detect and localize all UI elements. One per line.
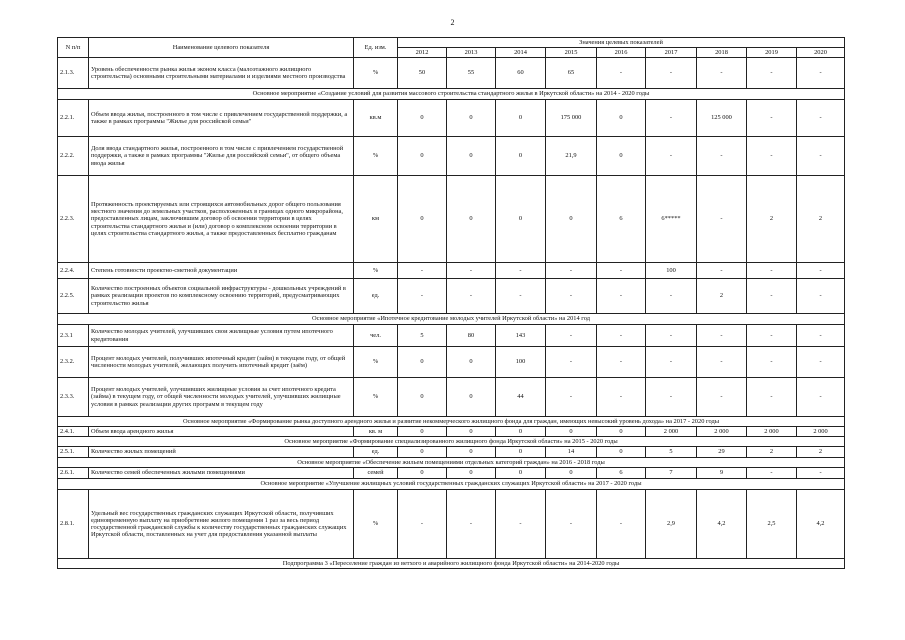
value-cell-2019: - — [747, 347, 797, 378]
value-cell-2012: - — [398, 263, 447, 279]
value-cell-2016: - — [597, 263, 646, 279]
year-header-2014: 2014 — [496, 48, 546, 58]
value-cell-2013: 0 — [447, 468, 496, 479]
value-cell-2015: 21,9 — [546, 137, 597, 176]
value-cell-2016: - — [597, 378, 646, 417]
value-cell-2019: - — [747, 279, 797, 314]
indicator-name: Процент молодых учителей, получивших ипотечный кредит (займ) в текущем году, от общей численности молодых учителей, желающих получить ипотечный кредит (заём) — [89, 347, 354, 378]
value-cell-2014: 0 — [496, 137, 546, 176]
indicator-name: Количество семей обеспеченных жилыми помещениями — [89, 468, 354, 479]
row-number: 2.4.1. — [58, 427, 89, 437]
value-cell-2015: 14 — [546, 447, 597, 458]
value-cell-2017: - — [646, 347, 697, 378]
table-row — [58, 427, 845, 437]
table-body — [58, 58, 845, 569]
value-cell-2017: 2,9 — [646, 490, 697, 559]
value-cell-2015: - — [546, 263, 597, 279]
indicator-name: Удельный вес государственных гражданских служащих Иркутской области, получивших единовременную выплату на приобретение жилого помещения 1 раз за весь период государственной гражданской службы к количеству государственных гражданских служащих Иркутской области, поставленных на учет для предоставления указанной выплаты — [89, 490, 354, 559]
table-row — [58, 58, 845, 89]
value-cell-2017: - — [646, 378, 697, 417]
value-cell-2013: 0 — [447, 427, 496, 437]
value-cell-2018: 2 000 — [697, 427, 747, 437]
table-row — [58, 378, 845, 417]
value-cell-2020: 2 000 — [797, 427, 845, 437]
value-cell-2016: - — [597, 58, 646, 89]
value-cell-2012: 0 — [398, 468, 447, 479]
value-cell-2016: 0 — [597, 447, 646, 458]
value-cell-2013: 0 — [447, 447, 496, 458]
value-cell-2016: 0 — [597, 137, 646, 176]
value-cell-2017: - — [646, 137, 697, 176]
table-row — [58, 176, 845, 263]
value-cell-2014: 0 — [496, 427, 546, 437]
value-cell-2012: 0 — [398, 347, 447, 378]
value-cell-2018: 4,2 — [697, 490, 747, 559]
col-name-header: Наименование целевого показателя — [89, 38, 354, 58]
unit-cell: чел. — [354, 325, 398, 347]
value-cell-2017: 2 000 — [646, 427, 697, 437]
value-cell-2017: 100 — [646, 263, 697, 279]
value-cell-2012: 0 — [398, 427, 447, 437]
year-header-2017: 2017 — [646, 48, 697, 58]
indicator-name: Протяженность проектируемых или строящихся автомобильных дорог общего пользования местного значения до земельных участков, расположенных в границах одного микрорайона, предоставленных лицам, заключившим договор об освоении территории в целях строительства стандартного жилья и (или) договор о комплексном освоении территории в целях строительства стандартного жилья, а также предоставленных бесплатно гражданам — [89, 176, 354, 263]
unit-cell: км — [354, 176, 398, 263]
value-cell-2014: 60 — [496, 58, 546, 89]
value-cell-2018: 9 — [697, 468, 747, 479]
value-cell-2018: - — [697, 347, 747, 378]
value-cell-2013: - — [447, 279, 496, 314]
value-cell-2014: - — [496, 279, 546, 314]
row-number: 2.5.1. — [58, 447, 89, 458]
row-number: 2.2.1. — [58, 100, 89, 137]
value-cell-2014: - — [496, 490, 546, 559]
indicator-name: Уровень обеспеченности рынка жилья эконом класса (малоэтажного жилищного строительства) основными строительными материалами и изделиями местного производства — [89, 58, 354, 89]
section-title: Подпрограмма 3 «Переселение граждан из ветхого и аварийного жилищного фонда Иркутской области» на 2014-2020 годы — [58, 559, 845, 569]
value-cell-2014: 44 — [496, 378, 546, 417]
indicator-name: Объем ввода жилья, построенного в том числе с привлечением государственной поддержки, а также в рамках программы "Жилье для российской семьи" — [89, 100, 354, 137]
col-num-header: N п/п — [58, 38, 89, 58]
value-cell-2017: - — [646, 58, 697, 89]
section-title: Основное мероприятие «Создание условий для развития массового строительства стандартного жилья в Иркутской области» на 2014 - 2020 годы — [58, 89, 845, 100]
value-cell-2019: 2,5 — [747, 490, 797, 559]
value-cell-2012: 0 — [398, 176, 447, 263]
value-cell-2019: - — [747, 58, 797, 89]
indicator-name: Количество молодых учителей, улучшивших свои жилищные условия путем ипотечного кредитования — [89, 325, 354, 347]
col-unit-header: Ед. изм. — [354, 38, 398, 58]
value-cell-2016: - — [597, 347, 646, 378]
row-number: 2.6.1. — [58, 468, 89, 479]
value-cell-2014: 0 — [496, 447, 546, 458]
value-cell-2012: - — [398, 490, 447, 559]
value-cell-2020: - — [797, 347, 845, 378]
table-row — [58, 347, 845, 378]
unit-cell: % — [354, 58, 398, 89]
value-cell-2016: 0 — [597, 100, 646, 137]
page-number: 2 — [450, 18, 455, 27]
value-cell-2014: 0 — [496, 100, 546, 137]
value-cell-2020: - — [797, 468, 845, 479]
table-row — [58, 137, 845, 176]
value-cell-2020: - — [797, 325, 845, 347]
row-number: 2.8.1. — [58, 490, 89, 559]
indicator-name: Объем ввода арендного жилья — [89, 427, 354, 437]
value-cell-2017: - — [646, 100, 697, 137]
value-cell-2016: - — [597, 490, 646, 559]
unit-cell: ед. — [354, 447, 398, 458]
year-header-2013: 2013 — [447, 48, 496, 58]
value-cell-2013: 0 — [447, 176, 496, 263]
value-cell-2018: - — [697, 378, 747, 417]
year-header-2015: 2015 — [546, 48, 597, 58]
value-cell-2019: - — [747, 378, 797, 417]
row-number: 2.2.2. — [58, 137, 89, 176]
value-cell-2013: - — [447, 263, 496, 279]
value-cell-2019: 2 000 — [747, 427, 797, 437]
row-number: 2.2.5. — [58, 279, 89, 314]
header-row — [58, 38, 845, 48]
section-row — [58, 458, 845, 468]
value-cell-2019: 2 — [747, 176, 797, 263]
table-row — [58, 325, 845, 347]
indicators-table — [57, 37, 845, 569]
row-number: 2.3.1 — [58, 325, 89, 347]
indicator-name: Доля ввода стандартного жилья, построенного в том числе с привлечением государственной поддержки, а также в рамках программы "Жилье для российской семьи", от общего объема ввода жилья — [89, 137, 354, 176]
value-cell-2013: 0 — [447, 137, 496, 176]
value-cell-2020: 2 — [797, 176, 845, 263]
indicator-name: Количество построенных объектов социальной инфраструктуры - дошкольных учреждений в рамках реализации проектов по комплексному освоению территорий, предусматривающих строительство жилья — [89, 279, 354, 314]
section-title: Основное мероприятие «Формирование специализированного жилищного фонда Иркутской области» на 2015 - 2020 годы — [58, 437, 845, 447]
value-cell-2018: - — [697, 58, 747, 89]
unit-cell: семей — [354, 468, 398, 479]
value-cell-2019: - — [747, 263, 797, 279]
value-cell-2019: - — [747, 100, 797, 137]
value-cell-2013: 55 — [447, 58, 496, 89]
unit-cell: % — [354, 490, 398, 559]
value-cell-2020: 4,2 — [797, 490, 845, 559]
value-cell-2016: - — [597, 325, 646, 347]
value-cell-2012: - — [398, 279, 447, 314]
table-row — [58, 447, 845, 458]
value-cell-2015: 0 — [546, 176, 597, 263]
value-cell-2016: - — [597, 279, 646, 314]
table-row — [58, 263, 845, 279]
row-number: 2.3.3. — [58, 378, 89, 417]
value-cell-2020: - — [797, 378, 845, 417]
section-title: Основное мероприятие «Формирование рынка доступного арендного жилья и развитие некоммерческого жилищного фонда для граждан, имеющих невысокий уровень дохода» на 2017 - 2020 годы — [58, 417, 845, 427]
value-cell-2018: - — [697, 263, 747, 279]
col-values-header: Значения целевых показателей — [398, 38, 845, 48]
value-cell-2018: - — [697, 176, 747, 263]
value-cell-2019: - — [747, 137, 797, 176]
value-cell-2019: - — [747, 468, 797, 479]
value-cell-2015: - — [546, 490, 597, 559]
value-cell-2017: 5 — [646, 447, 697, 458]
value-cell-2015: 175 000 — [546, 100, 597, 137]
section-row — [58, 559, 845, 569]
table-row — [58, 100, 845, 137]
value-cell-2013: 0 — [447, 378, 496, 417]
value-cell-2012: 0 — [398, 137, 447, 176]
value-cell-2012: 5 — [398, 325, 447, 347]
value-cell-2018: 29 — [697, 447, 747, 458]
value-cell-2015: - — [546, 325, 597, 347]
section-row — [58, 479, 845, 490]
value-cell-2016: 0 — [597, 427, 646, 437]
value-cell-2015: - — [546, 347, 597, 378]
value-cell-2013: - — [447, 490, 496, 559]
value-cell-2019: - — [747, 325, 797, 347]
section-title: Основное мероприятие «Обеспечение жильем помещениями отдельных категорий граждан» на 2016 - 2018 годы — [58, 458, 845, 468]
section-row — [58, 89, 845, 100]
value-cell-2020: - — [797, 279, 845, 314]
value-cell-2018: - — [697, 325, 747, 347]
row-number: 2.2.3. — [58, 176, 89, 263]
table-row — [58, 490, 845, 559]
value-cell-2015: - — [546, 378, 597, 417]
value-cell-2014: - — [496, 263, 546, 279]
unit-cell: ед. — [354, 279, 398, 314]
value-cell-2015: 0 — [546, 468, 597, 479]
value-cell-2016: 6 — [597, 176, 646, 263]
value-cell-2020: 2 — [797, 447, 845, 458]
value-cell-2015: - — [546, 279, 597, 314]
row-number: 2.2.4. — [58, 263, 89, 279]
value-cell-2012: 0 — [398, 447, 447, 458]
value-cell-2017: 7 — [646, 468, 697, 479]
value-cell-2013: 0 — [447, 347, 496, 378]
table-row — [58, 468, 845, 479]
value-cell-2017: - — [646, 325, 697, 347]
indicator-name: Степень готовности проектно-сметной документации — [89, 263, 354, 279]
section-row — [58, 437, 845, 447]
value-cell-2020: - — [797, 137, 845, 176]
value-cell-2013: 0 — [447, 100, 496, 137]
value-cell-2014: 100 — [496, 347, 546, 378]
value-cell-2015: 65 — [546, 58, 597, 89]
value-cell-2012: 0 — [398, 100, 447, 137]
value-cell-2020: - — [797, 100, 845, 137]
unit-cell: % — [354, 347, 398, 378]
section-title: Основное мероприятие «Улучшение жилищных условий государственных гражданских служащих Иркутской области» на 2017 - 2020 годы — [58, 479, 845, 490]
table-row — [58, 279, 845, 314]
year-header-2020: 2020 — [797, 48, 845, 58]
year-header-2016: 2016 — [597, 48, 646, 58]
value-cell-2020: - — [797, 58, 845, 89]
row-number: 2.1.3. — [58, 58, 89, 89]
year-header-2019: 2019 — [747, 48, 797, 58]
section-row — [58, 417, 845, 427]
unit-cell: кв.м — [354, 100, 398, 137]
value-cell-2017: 6***** — [646, 176, 697, 263]
value-cell-2017: - — [646, 279, 697, 314]
value-cell-2018: 2 — [697, 279, 747, 314]
value-cell-2012: 0 — [398, 378, 447, 417]
value-cell-2019: 2 — [747, 447, 797, 458]
value-cell-2014: 0 — [496, 468, 546, 479]
indicator-name: Количество жилых помещений — [89, 447, 354, 458]
year-header-2012: 2012 — [398, 48, 447, 58]
value-cell-2020: - — [797, 263, 845, 279]
year-header-2018: 2018 — [697, 48, 747, 58]
unit-cell: % — [354, 263, 398, 279]
value-cell-2018: 125 000 — [697, 100, 747, 137]
value-cell-2012: 50 — [398, 58, 447, 89]
unit-cell: % — [354, 378, 398, 417]
value-cell-2013: 80 — [447, 325, 496, 347]
value-cell-2014: 0 — [496, 176, 546, 263]
unit-cell: % — [354, 137, 398, 176]
value-cell-2014: 143 — [496, 325, 546, 347]
section-title: Основное мероприятие «Ипотечное кредитование молодых учителей Иркутской области» на 2014 год — [58, 314, 845, 325]
value-cell-2018: - — [697, 137, 747, 176]
value-cell-2016: 6 — [597, 468, 646, 479]
indicator-name: Процент молодых учителей, улучшивших жилищные условия за счет ипотечного кредита (займа) в текущем году, от общей численности молодых учителей, улучшивших жилищные условия в рамках реализации других программ в текущем году — [89, 378, 354, 417]
value-cell-2015: 0 — [546, 427, 597, 437]
row-number: 2.3.2. — [58, 347, 89, 378]
section-row — [58, 314, 845, 325]
unit-cell: кв. м — [354, 427, 398, 437]
